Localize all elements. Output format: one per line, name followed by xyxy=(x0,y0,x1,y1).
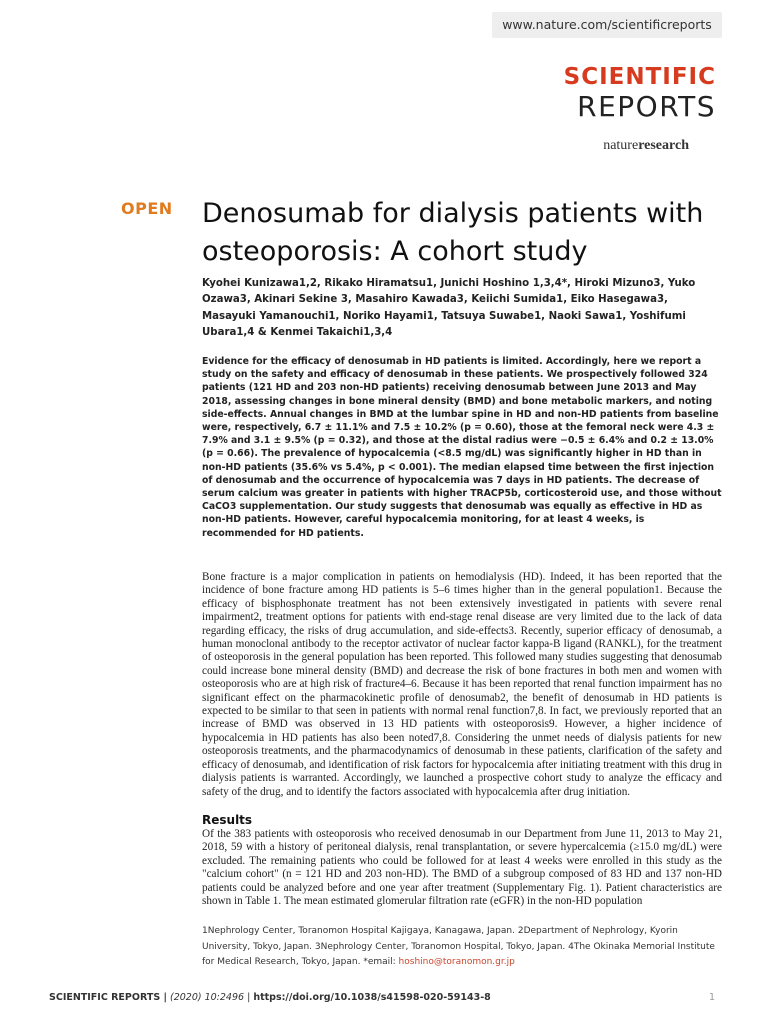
journal-logo-line1: SCIENTIFIC xyxy=(563,64,716,90)
results-text: Of the 383 patients with osteoporosis who received denosumab in our Department from June 11, 2013 to May 21, 2018, 59 with a history of peritoneal dialysis, renal transplantation, or severe hypercalcemia (≥15.0 mg/dL) were excluded. The remaining patients who could be followed for at least 4 weeks were enrolled in this study as the "calcium cohort" (n = 121 HD and 203 non-HD). The BMD of a subgroup composed of 83 HD and 137 non-HD patients could be analyzed before and one year after treatment (Supplementary Fig. 1). Patient characteristics are shown in Table 1. The mean estimated glomerular filtration rate (eGFR) in the non-HD population xyxy=(202,828,722,908)
publisher-logo-b: research xyxy=(638,138,689,153)
journal-logo-line2: REPORTS xyxy=(577,90,716,123)
journal-url-bar[interactable]: www.nature.com/scientificreports xyxy=(492,12,722,38)
citation-footer xyxy=(49,992,491,1003)
publisher-logo xyxy=(603,138,689,154)
author-list[interactable]: Kyohei Kunizawa1,2, Rikako Hiramatsu1, Junichi Hoshino 1,3,4*, Hiroki Mizuno3, Yuko Ozawa3, Akinari Sekine 3, Masahiro Kawada3, Keiichi Sumida1, Eiko Hasegawa3, Masayuki Yamanouchi1, Noriko Hayami1, Tatsuya Suwabe1, Naoki Sawa1, Yoshifumi Ubara1,4 & Kenmei Takaichi1,3,4 xyxy=(202,278,696,338)
page-number: 1 xyxy=(708,992,715,1003)
footer-separator: | xyxy=(244,992,254,1003)
footer-journal: SCIENTIFIC REPORTS | xyxy=(49,992,167,1003)
affiliations-text: 1Nephrology Center, Toranomon Hospital Kajigaya, Kanagawa, Japan. 2Department of Nephrology, Kyorin University, Tokyo, Japan. 3Nephrology Center, Toranomon Hospital, Tokyo, Japan. 4The Okinaka Memorial Institute for Medical Research, Tokyo, Japan. *email: xyxy=(202,926,715,968)
introduction-text: Bone fracture is a major complication in patients on hemodialysis (HD). Indeed, it has been reported that the incidence of bone fracture among HD patients is 5–6 times higher than in the general population1. Because the efficacy of bisphosphonate treatment has not been extensively investigated in patients with severe renal impairment2, treatment options for patients with end-stage renal disease are very limited due to the lack of data regarding efficacy, the risks of drug accumulation, and side-effects3. Recently, superior efficacy of denosumab, a human monoclonal antibody to the receptor activator of nuclear factor kappa-B ligand (RANKL), for the treatment of osteoporosis in the general population has been reported. This followed many studies suggesting that denosumab could increase bone mineral density (BMD) and decrease the risk of bone fractures in both men and women with osteoporosis who are at high risk of fracture4–6. Because it has been reported that renal function impairment has no significant effect on the pharmacokinetic profile of denosumab2, the benefit of denosumab in HD patients is expected to be similar to that seen in patients with normal renal function7,8. In fact, we previously reported that an increase of BMD was observed in 13 HD patients with osteoporosis9. However, a higher incidence of hypocalcemia in HD patients has also been noted7,8. Considering the unmet needs of dialysis patients for new osteoporosis treatments, and the pharmacodynamics of denosumab in these patients, clarification of the safety and efficacy of denosumab, and identification of risk factors for hypocalcemia after initiating treatment with this drug in dialysis patients is warranted. Accordingly, we launched a prospective cohort study to analyze the efficacy and safety of the drug, and to identify the factors associated with hypocalcemia after drug initiation. xyxy=(202,571,722,798)
results-heading: Results xyxy=(202,813,253,827)
doi-link[interactable]: https://doi.org/10.1038/s41598-020-59143-8 xyxy=(253,992,491,1003)
publisher-logo-a: nature xyxy=(603,138,639,153)
corresponding-email-link[interactable]: hoshino@toranomon.gr.jp xyxy=(398,957,515,968)
footer-year: (2020) 10:2496 xyxy=(169,992,245,1003)
abstract: Evidence for the efficacy of denosumab in HD patients is limited. Accordingly, here we report a study on the safety and efficacy of denosumab in these patients. We prospectively followed 324 patients (121 HD and 203 non-HD patients) receiving denosumab between June 2013 and May 2018, assessing changes in bone mineral density (BMD) and bone metabolic markers, and noting side-effects. Annual changes in BMD at the lumbar spine in HD and non-HD patients from baseline were, respectively, 6.7 ± 11.1% and 7.5 ± 10.2% (p = 0.60), those at the femoral neck were 4.3 ± 7.9% and 3.1 ± 9.5% (p = 0.32), and those at the distal radius were −0.5 ± 6.4% and 0.2 ± 13.0% (p = 0.66). The prevalence of hypocalcemia (<8.5 mg/dL) was significantly higher in HD than in non-HD patients (35.6% vs 5.4%, p < 0.001). The median elapsed time between the first injection of denosumab and the occurrence of hypocalcemia was 7 days in HD patients. The decrease of serum calcium was greater in patients with higher TRACP5b, corticosteroid use, and those without CaCO3 supplementation. Our study suggests that denosumab was equally as effective in HD as non-HD patients. However, careful hypocalcemia monitoring, for at least 4 weeks, is recommended for HD patients. xyxy=(202,356,722,539)
open-access-badge: OPEN xyxy=(121,199,173,218)
affiliations xyxy=(202,924,722,971)
article-title: Denosumab for dialysis patients with osteoporosis: A cohort study xyxy=(202,198,704,267)
